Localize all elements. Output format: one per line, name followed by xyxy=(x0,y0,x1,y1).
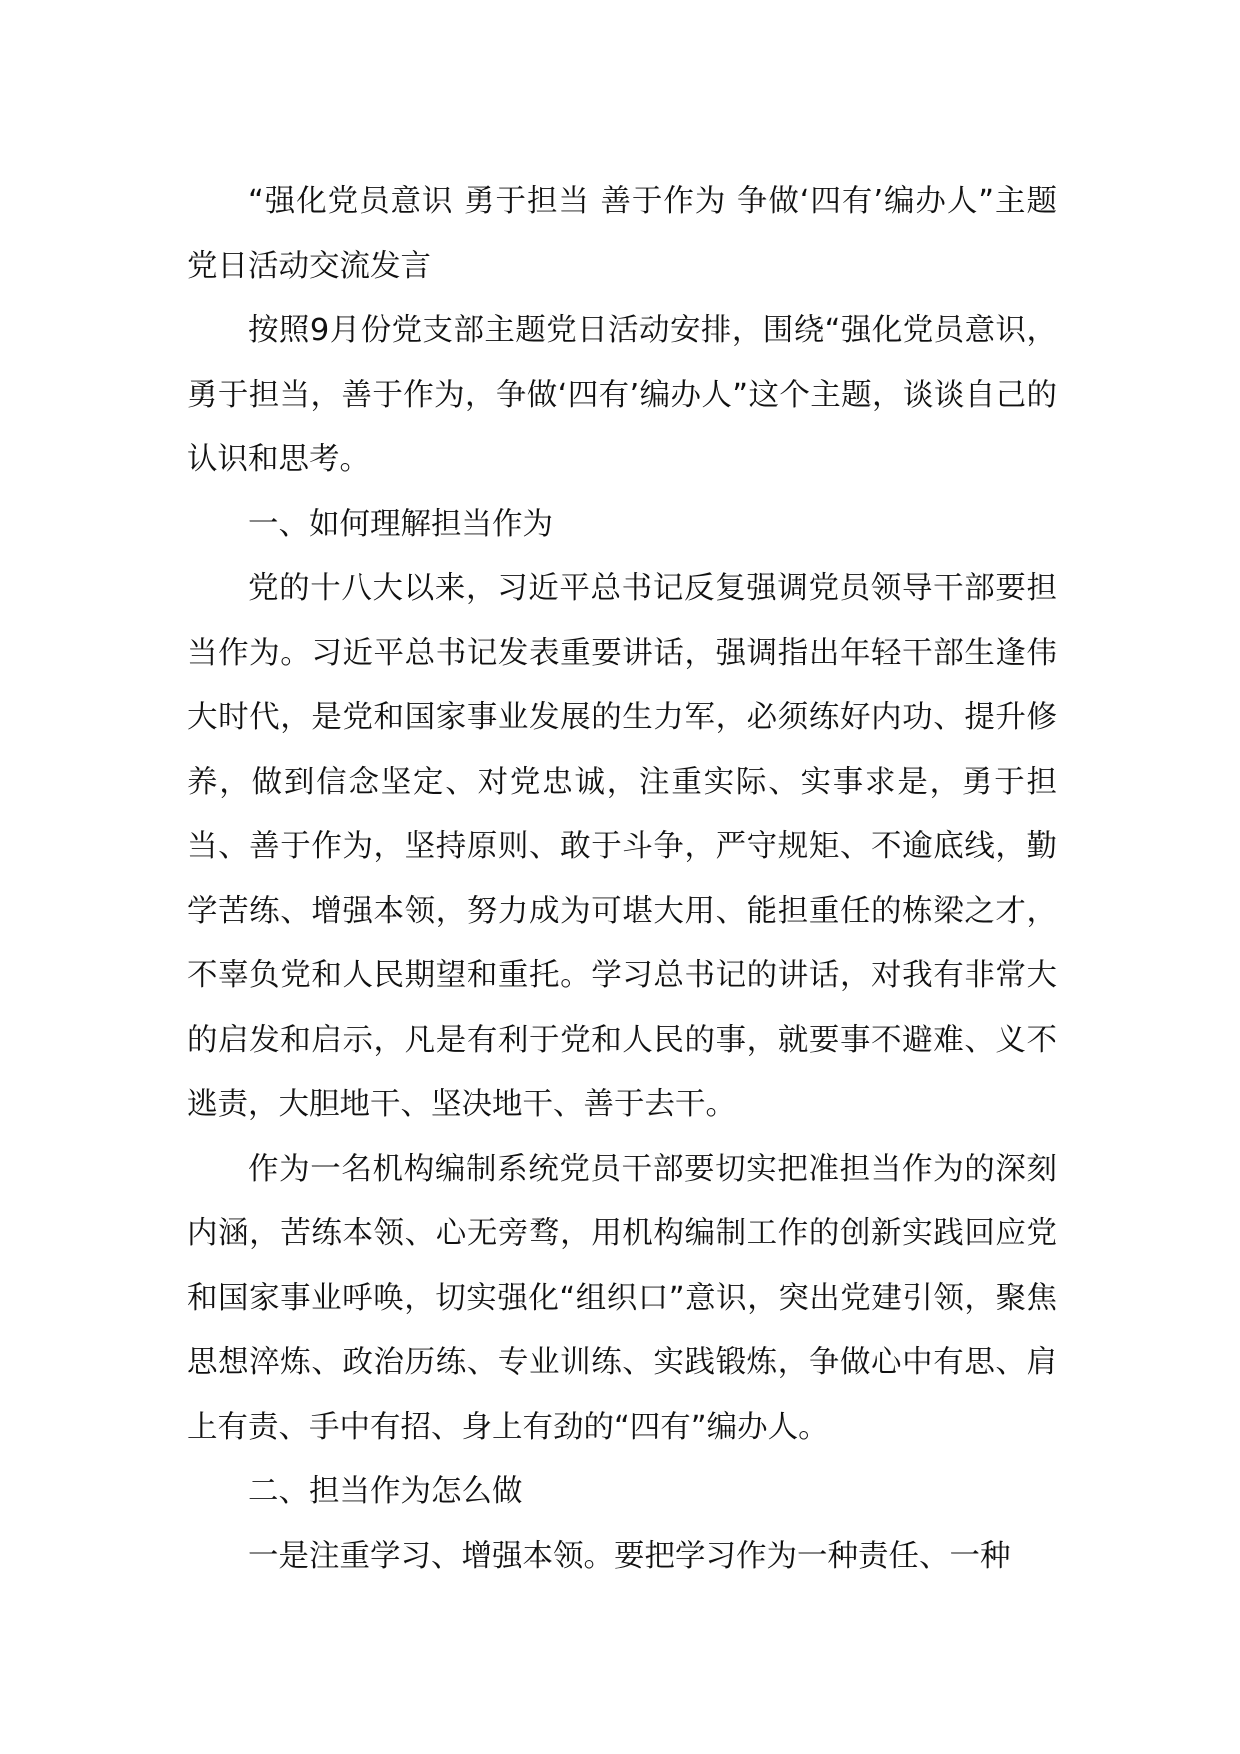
paragraph-section-2-a: 一是注重学习、增强本领。要把学习作为一种责任、一种 xyxy=(248,1538,1011,1574)
paragraph-intro: 按照9月份党支部主题党日活动安排，围绕“强化党员意识，勇于担当，善于作为，争做‘四有’编办人”这个主题，谈谈自己的认识和思考。 xyxy=(187,313,1057,477)
paragraph-section-1-b: 作为一名机构编制系统党员干部要切实把准担当作为的深刻内涵，苦练本领、心无旁骛，用机构编制工作的创新实践回应党和国家事业呼唤，切实强化“组织口”意识，突出党建引领，聚焦思想淬炼、政治历练、专业训练、实践锻炼，争做心中有思、肩上有责、手中有招、身上有劲的“四有”编办人。 xyxy=(187,1151,1057,1445)
section-heading-2: 二、担当作为怎么做 xyxy=(248,1474,523,1509)
paragraph-section-1-a: 党的十八大以来，习近平总书记反复强调党员领导干部要担当作为。习近平总书记发表重要讲话，强调指出年轻干部生逢伟大时代，是党和国家事业发展的生力军，必须练好内功、提升修养，做到信念坚定、对党忠诚，注重实际、实事求是，勇于担当、善于作为，坚持原则、敢于斗争，严守规矩、不逾底线，勤学苦练、增强本领，努力成为可堪大用、能担重任的栋梁之才，不辜负党和人民期望和重托。学习总书记的讲话，对我有非常大的启发和启示，凡是有利于党和人民的事，就要事不避难、义不逃责，大胆地干、坚决地干、善于去干。 xyxy=(187,571,1057,1122)
document-body xyxy=(187,170,1057,1589)
section-heading-1: 一、如何理解担当作为 xyxy=(248,506,553,542)
document-title: “强化党员意识 勇于担当 善于作为 争做‘四有’编办人”主题党日活动交流发言 xyxy=(187,184,1057,284)
